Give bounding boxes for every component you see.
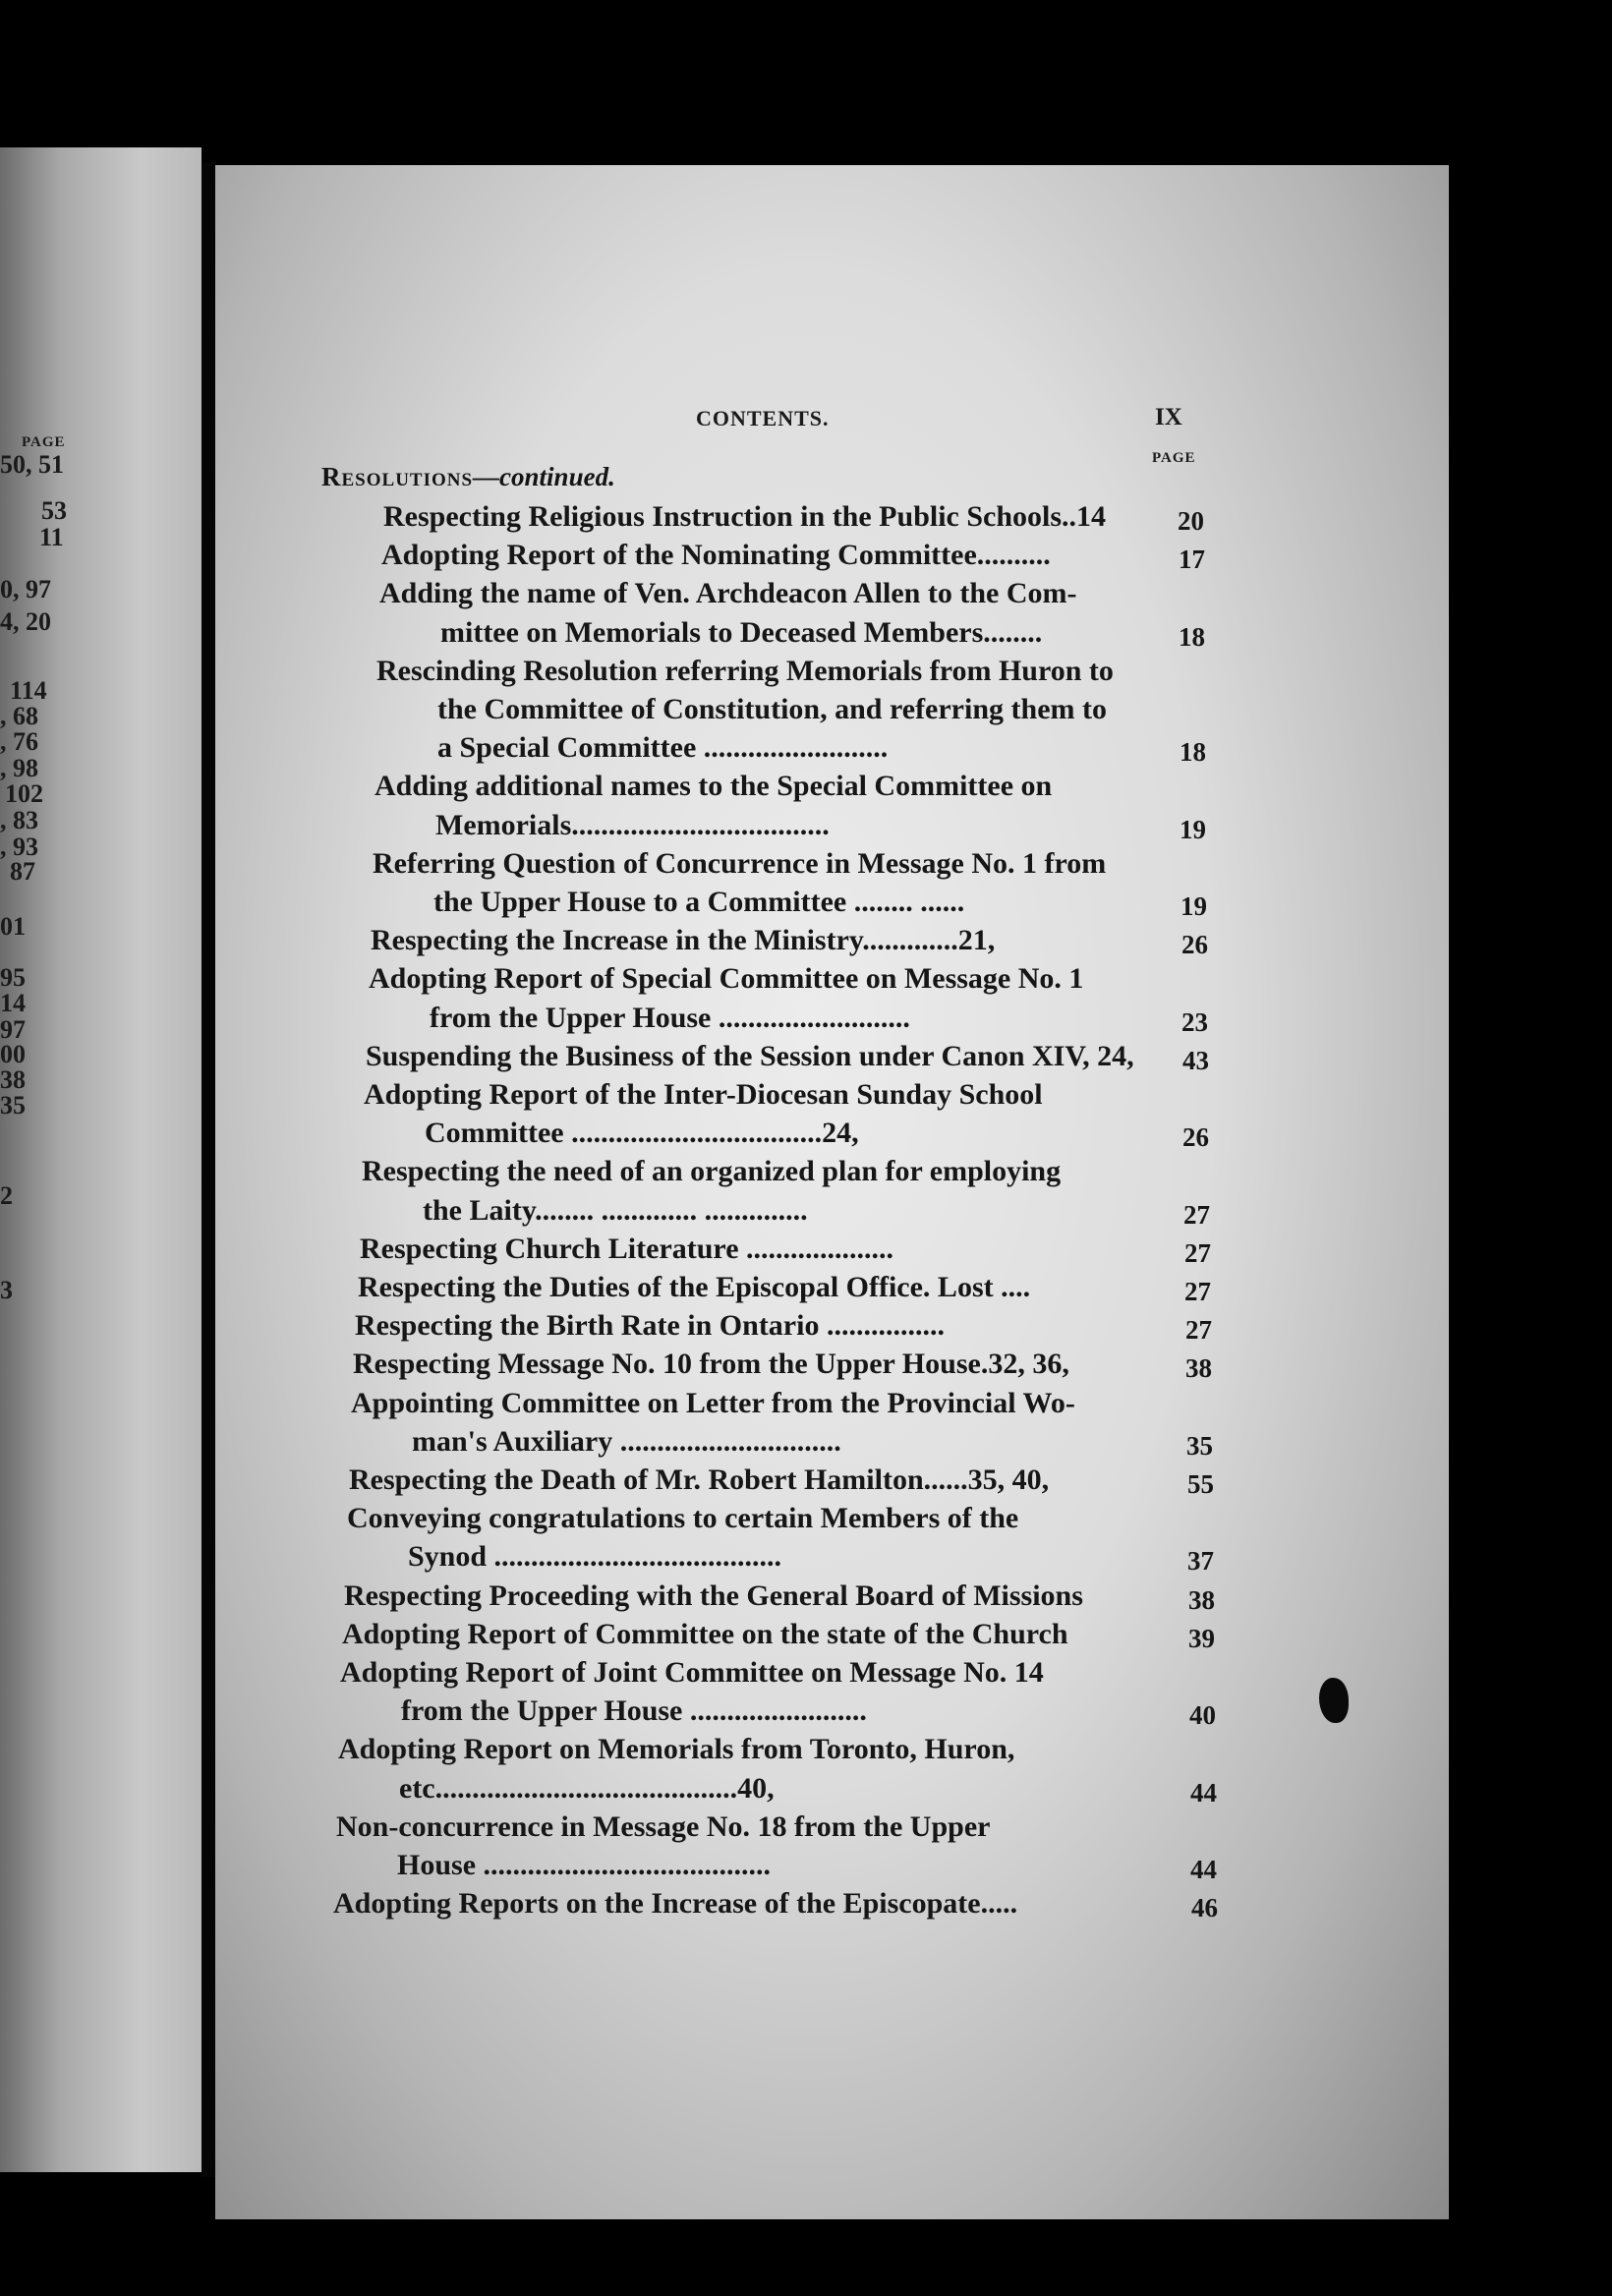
contents-entry-page: 19 [1180, 815, 1206, 844]
contents-entry: Respecting the Birth Rate in Ontario ................ [355, 1309, 945, 1342]
contents-entry: Adopting Report of Committee on the state of the Church [342, 1618, 1068, 1650]
left-page-number: 4, 20 [0, 607, 51, 636]
left-page-number: 38 [0, 1065, 26, 1094]
left-page-number: 95 [0, 963, 26, 992]
contents-entry: Appointing Committee on Letter from the Provincial Wo- [351, 1387, 1075, 1419]
ink-blot [1319, 1678, 1349, 1723]
contents-entry-continuation: House ....................................... [397, 1849, 772, 1881]
left-page-header: PAGE [22, 434, 66, 450]
contents-entry-page: 18 [1180, 737, 1206, 767]
contents-entry: Adopting Report of Joint Committee on Message No. 14 [340, 1656, 1044, 1689]
contents-entry: Respecting Message No. 10 from the Upper House.32, 36, [353, 1348, 1069, 1380]
contents-entry-continuation: a Special Committee ......................... [437, 731, 889, 764]
contents-entry: Conveying congratulations to certain Members of the [347, 1502, 1019, 1534]
contents-entry-page: 17 [1179, 545, 1205, 574]
contents-entry: Suspending the Business of the Session under Canon XIV, 24, [366, 1040, 1134, 1072]
left-page-number: , 68 [0, 702, 38, 730]
contents-entry: Adopting Report of Special Committee on Message No. 1 [369, 962, 1084, 995]
section-heading [321, 462, 615, 492]
book-gutter [202, 162, 215, 2177]
contents-entry-page: 39 [1188, 1624, 1215, 1653]
contents-entry-page: 26 [1181, 930, 1208, 959]
left-page-number: , 98 [0, 754, 38, 782]
left-page-number: 53 [41, 496, 67, 525]
contents-entry: Adding additional names to the Special Committee on [374, 770, 1053, 802]
contents-entry: Adding the name of Ven. Archdeacon Allen to the Com- [379, 577, 1077, 609]
left-page-number: 00 [0, 1040, 26, 1068]
contents-entry: Adopting Report of the Inter-Diocesan Sunday School [364, 1078, 1043, 1111]
left-page-number: , 83 [0, 806, 38, 834]
contents-entry: Respecting the Death of Mr. Robert Hamilton......35, 40, [349, 1464, 1050, 1496]
contents-entry-page: 26 [1182, 1122, 1209, 1152]
contents-entry-page: 44 [1190, 1855, 1217, 1884]
left-page-number: 102 [5, 779, 43, 808]
contents-entry-page: 46 [1191, 1893, 1218, 1923]
left-page-number: 97 [0, 1015, 26, 1044]
left-page-number: , 76 [0, 727, 38, 756]
left-page-number: 114 [10, 676, 47, 705]
left-page-number: 2 [0, 1181, 13, 1210]
contents-entry-page: 40 [1189, 1700, 1216, 1730]
contents-entry-continuation: etc.........................................40, [399, 1772, 775, 1805]
page-number-roman: IX [1155, 404, 1182, 430]
contents-entry-continuation: Committee ..................................24, [425, 1117, 859, 1149]
contents-entry-page: 55 [1187, 1469, 1214, 1499]
contents-entry: Non-concurrence in Message No. 18 from the Upper [336, 1810, 991, 1843]
section-heading-text: Resolutions [321, 462, 474, 491]
contents-entry-page: 27 [1184, 1277, 1211, 1306]
contents-entry-continuation: from the Upper House ........................ [401, 1694, 867, 1727]
contents-entry-page: 27 [1183, 1200, 1210, 1230]
contents-entry-page: 27 [1185, 1315, 1212, 1345]
contents-entry: Rescinding Resolution referring Memorials from Huron to [376, 655, 1114, 687]
left-page-number: 14 [0, 989, 26, 1017]
contents-entry-continuation: Synod ....................................... [408, 1540, 782, 1573]
contents-entry: Adopting Report on Memorials from Toronto, Huron, [338, 1733, 1015, 1765]
contents-entry: Respecting the Increase in the Ministry.............21, [371, 924, 996, 956]
contents-entry-continuation: from the Upper House .......................... [430, 1002, 910, 1034]
contents-entry-page: 38 [1185, 1353, 1212, 1383]
page-column-label: PAGE [1152, 450, 1196, 466]
contents-entry-continuation: Memorials................................... [435, 809, 830, 841]
contents-entry-page: 37 [1187, 1546, 1214, 1576]
contents-entry: Adopting Reports on the Increase of the Episcopate..... [333, 1887, 1018, 1920]
contents-entry-continuation: man's Auxiliary .............................. [412, 1425, 841, 1458]
contents-entry: Respecting Religious Instruction in the Public Schools..14 [383, 500, 1107, 533]
contents-entry-page: 23 [1181, 1007, 1208, 1037]
contents-entry-page: 35 [1186, 1431, 1213, 1461]
contents-entry-page: 18 [1179, 622, 1205, 652]
contents-entry-continuation: the Committee of Constitution, and referring them to [437, 693, 1107, 725]
left-page-number: 50, 51 [0, 450, 64, 479]
left-page-number: 01 [0, 912, 26, 941]
section-heading-continued: —continued. [473, 462, 615, 491]
contents-entry-continuation: the Upper House to a Committee ........ ...... [433, 886, 965, 918]
contents-entry: Referring Question of Concurrence in Message No. 1 from [373, 847, 1107, 880]
contents-entry: Respecting the Duties of the Episcopal Office. Lost .... [358, 1271, 1031, 1303]
contents-entry-page: 43 [1182, 1046, 1209, 1075]
contents-entry-page: 27 [1184, 1238, 1211, 1268]
contents-entry-page: 38 [1188, 1585, 1215, 1615]
contents-entry: Respecting Church Literature .................... [360, 1233, 894, 1265]
contents-entry-continuation: mittee on Memorials to Deceased Members........ [440, 616, 1043, 649]
contents-entry-page: 44 [1190, 1778, 1217, 1808]
contents-entry-page: 20 [1178, 506, 1204, 536]
contents-entry: Respecting the need of an organized plan for employing [362, 1155, 1062, 1187]
contents-entry-continuation: the Laity........ ............. .............. [423, 1194, 808, 1227]
left-page-number: 87 [10, 857, 35, 886]
contents-entry: Respecting Proceeding with the General Board of Missions [344, 1579, 1083, 1612]
contents-entry-page: 19 [1180, 891, 1207, 921]
left-page-number: 3 [0, 1276, 13, 1304]
previous-page-strip [0, 147, 202, 2172]
left-page-number: , 93 [0, 832, 38, 861]
contents-entry: Adopting Report of the Nominating Committee.......... [381, 539, 1051, 571]
left-page-number: 35 [0, 1091, 26, 1119]
left-page-number: 11 [39, 523, 64, 551]
left-page-number: 0, 97 [0, 575, 51, 603]
page-title: CONTENTS. [696, 406, 830, 430]
